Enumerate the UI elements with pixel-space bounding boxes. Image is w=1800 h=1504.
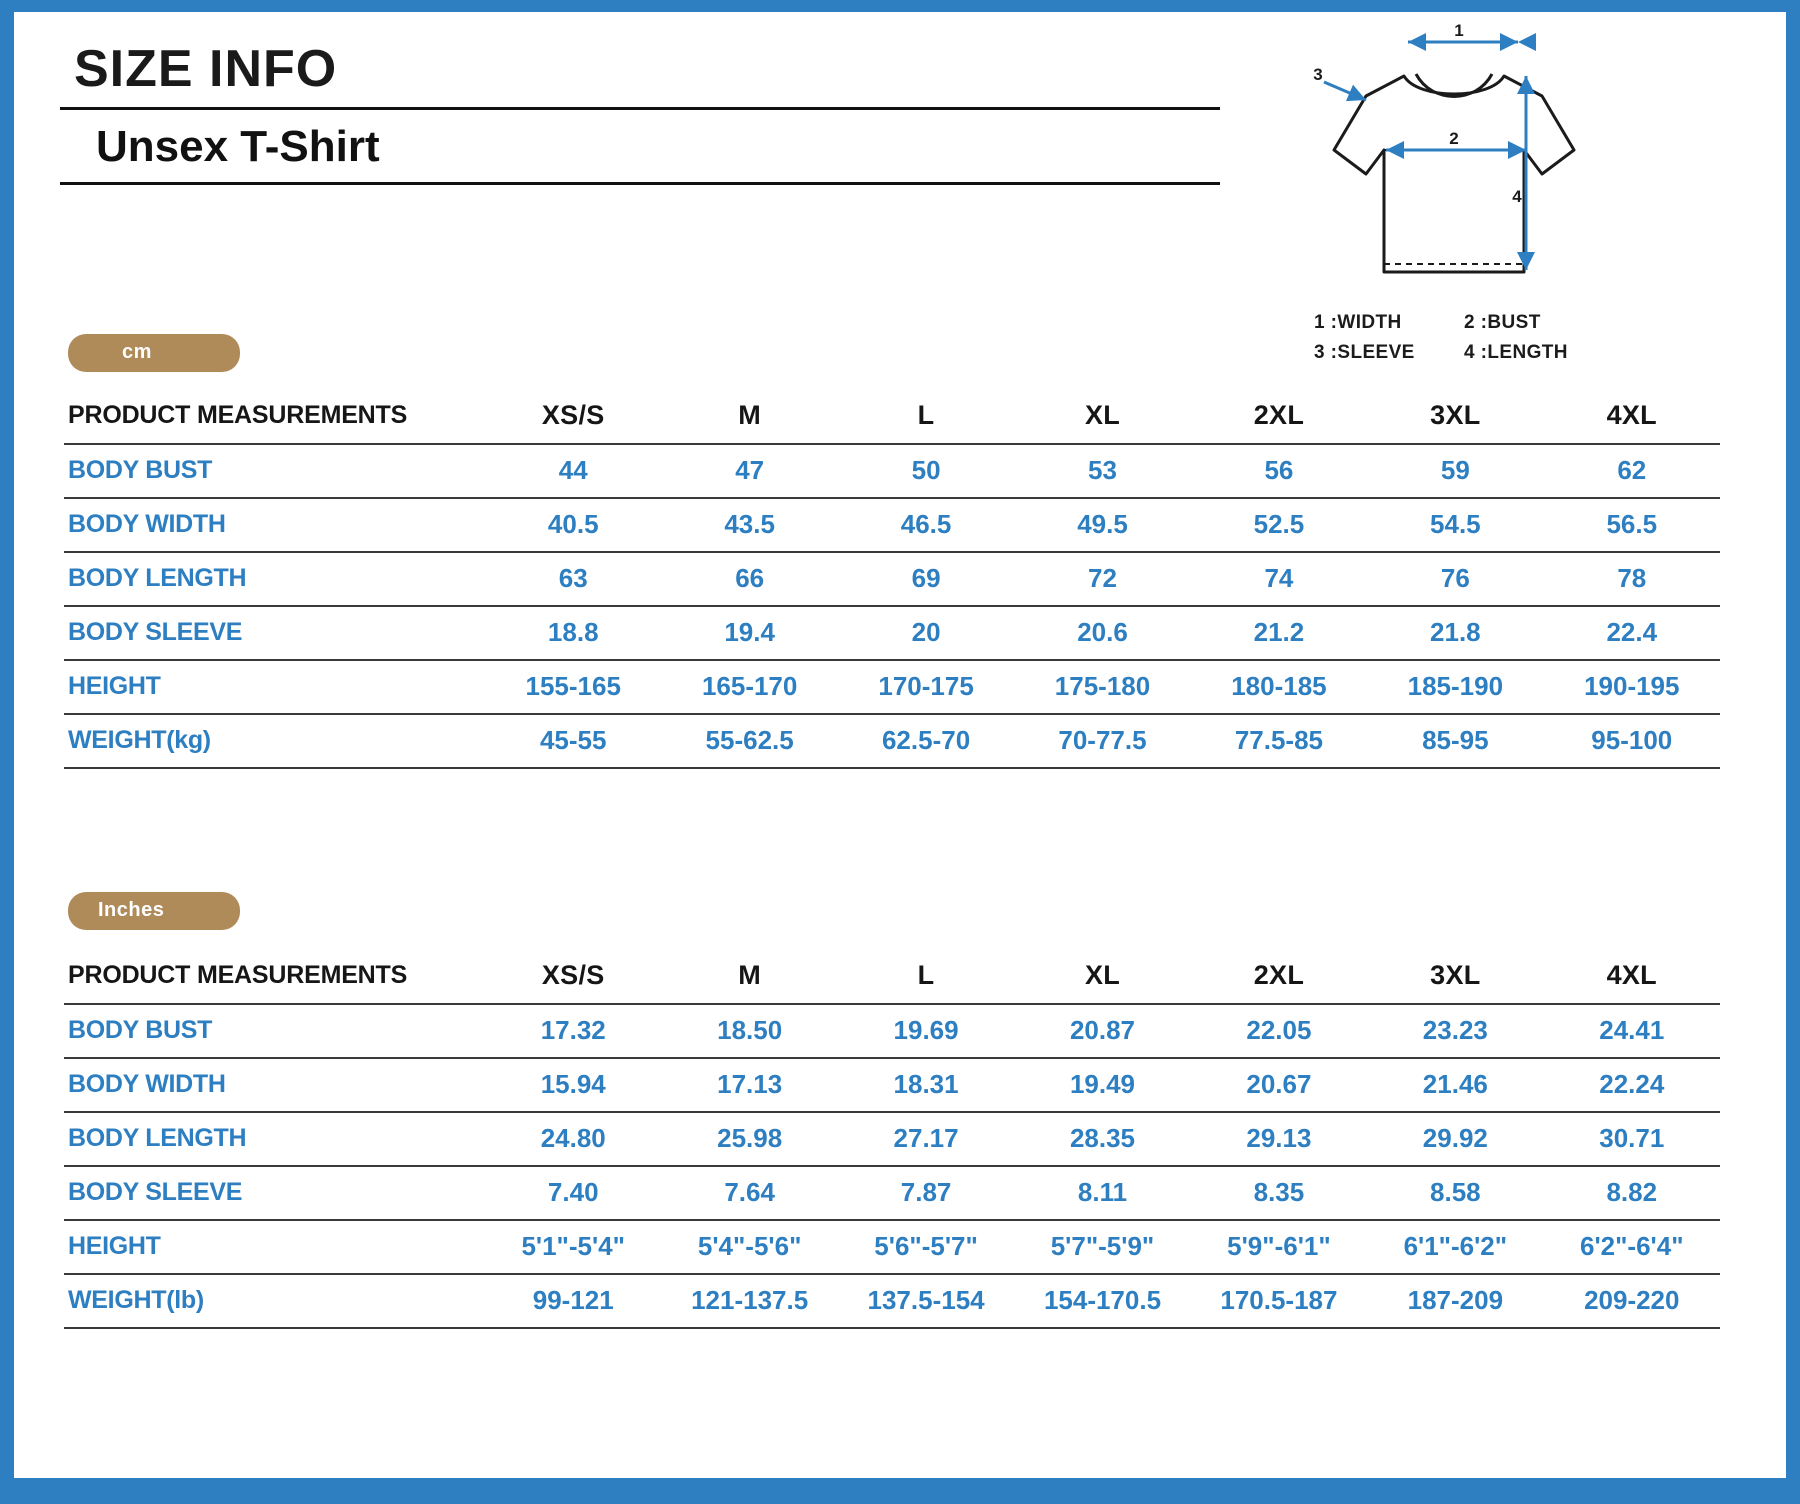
legend-item-length: 4 :LENGTH	[1464, 342, 1568, 363]
tshirt-diagram	[1304, 24, 1604, 324]
frame-bar-top	[0, 0, 1800, 12]
cell-value: 17.13	[661, 1058, 837, 1112]
frame-bar-right	[1786, 0, 1800, 1504]
cell-value: 18.8	[485, 606, 661, 660]
table-row	[64, 606, 1720, 660]
cell-value: 165-170	[661, 660, 837, 714]
row-label: WEIGHT(kg)	[64, 714, 485, 768]
cell-value: 5'1"-5'4"	[485, 1220, 661, 1274]
cell-value: 185-190	[1367, 660, 1543, 714]
cell-value: 19.4	[661, 606, 837, 660]
table-row	[64, 660, 1720, 714]
cell-value: 29.92	[1367, 1112, 1543, 1166]
cell-value: 24.41	[1544, 1004, 1720, 1058]
row-label: BODY SLEEVE	[64, 606, 485, 660]
table-row	[64, 714, 1720, 768]
table-row	[64, 1058, 1720, 1112]
cell-value: 5'7"-5'9"	[1014, 1220, 1190, 1274]
column-header-l: L	[838, 950, 1014, 1004]
cell-value: 8.58	[1367, 1166, 1543, 1220]
cell-value: 21.46	[1367, 1058, 1543, 1112]
cell-value: 5'4"-5'6"	[661, 1220, 837, 1274]
row-label: BODY WIDTH	[64, 1058, 485, 1112]
column-header-2xl: 2XL	[1191, 390, 1367, 444]
cell-value: 47	[661, 444, 837, 498]
header	[60, 42, 1220, 185]
cell-value: 85-95	[1367, 714, 1543, 768]
cell-value: 20.67	[1191, 1058, 1367, 1112]
cell-value: 6'2"-6'4"	[1544, 1220, 1720, 1274]
cell-value: 99-121	[485, 1274, 661, 1328]
cell-value: 170.5-187	[1191, 1274, 1367, 1328]
column-header-m: M	[661, 390, 837, 444]
cell-value: 55-62.5	[661, 714, 837, 768]
cell-value: 46.5	[838, 498, 1014, 552]
table-row	[64, 1220, 1720, 1274]
cell-value: 21.8	[1367, 606, 1543, 660]
cell-value: 5'6"-5'7"	[838, 1220, 1014, 1274]
cell-value: 44	[485, 444, 661, 498]
cell-value: 121-137.5	[661, 1274, 837, 1328]
cell-value: 40.5	[485, 498, 661, 552]
cell-value: 28.35	[1014, 1112, 1190, 1166]
cell-value: 52.5	[1191, 498, 1367, 552]
row-label: HEIGHT	[64, 660, 485, 714]
cell-value: 74	[1191, 552, 1367, 606]
cell-value: 170-175	[838, 660, 1014, 714]
table-row	[64, 1004, 1720, 1058]
cell-value: 7.64	[661, 1166, 837, 1220]
cell-value: 209-220	[1544, 1274, 1720, 1328]
legend-item-bust: 2 :BUST	[1464, 312, 1541, 333]
cell-value: 8.35	[1191, 1166, 1367, 1220]
cell-value: 8.11	[1014, 1166, 1190, 1220]
diagram-legend	[1314, 312, 1634, 372]
cell-value: 62	[1544, 444, 1720, 498]
cell-value: 23.23	[1367, 1004, 1543, 1058]
cell-value: 22.24	[1544, 1058, 1720, 1112]
column-header-measurements: PRODUCT MEASUREMENTS	[64, 390, 485, 444]
column-header-l: L	[838, 390, 1014, 444]
table-row	[64, 498, 1720, 552]
svg-text:3: 3	[1313, 65, 1323, 84]
cell-value: 154-170.5	[1014, 1274, 1190, 1328]
cell-value: 19.69	[838, 1004, 1014, 1058]
size-table-inches	[64, 950, 1720, 1329]
cell-value: 22.05	[1191, 1004, 1367, 1058]
page-title: SIZE INFO	[60, 42, 1220, 110]
cell-value: 155-165	[485, 660, 661, 714]
svg-text:4: 4	[1512, 187, 1522, 206]
column-header-xs-s: XS/S	[485, 950, 661, 1004]
legend-item-width: 1 :WIDTH	[1314, 312, 1402, 333]
cell-value: 59	[1367, 444, 1543, 498]
cell-value: 5'9"-6'1"	[1191, 1220, 1367, 1274]
unit-badge-cm: cm	[68, 334, 240, 372]
unit-badge-inches: Inches	[68, 892, 240, 930]
column-header-4xl: 4XL	[1544, 390, 1720, 444]
table-row	[64, 1112, 1720, 1166]
product-subtitle: Unsex T-Shirt	[60, 110, 1220, 185]
svg-text:1: 1	[1454, 24, 1464, 40]
frame-bar-bottom	[0, 1478, 1800, 1504]
cell-value: 29.13	[1191, 1112, 1367, 1166]
cell-value: 45-55	[485, 714, 661, 768]
cell-value: 56	[1191, 444, 1367, 498]
cell-value: 7.87	[838, 1166, 1014, 1220]
cell-value: 53	[1014, 444, 1190, 498]
column-header-m: M	[661, 950, 837, 1004]
column-header-xs-s: XS/S	[485, 390, 661, 444]
cell-value: 17.32	[485, 1004, 661, 1058]
cell-value: 49.5	[1014, 498, 1190, 552]
cell-value: 18.50	[661, 1004, 837, 1058]
column-header-3xl: 3XL	[1367, 950, 1543, 1004]
cell-value: 19.49	[1014, 1058, 1190, 1112]
cell-value: 8.82	[1544, 1166, 1720, 1220]
row-label: HEIGHT	[64, 1220, 485, 1274]
cell-value: 76	[1367, 552, 1543, 606]
column-header-xl: XL	[1014, 950, 1190, 1004]
cell-value: 54.5	[1367, 498, 1543, 552]
cell-value: 175-180	[1014, 660, 1190, 714]
cell-value: 70-77.5	[1014, 714, 1190, 768]
table-row	[64, 1166, 1720, 1220]
cell-value: 20	[838, 606, 1014, 660]
row-label: BODY SLEEVE	[64, 1166, 485, 1220]
cell-value: 137.5-154	[838, 1274, 1014, 1328]
frame-bar-left	[0, 0, 14, 1504]
cell-value: 21.2	[1191, 606, 1367, 660]
table-header-row	[64, 950, 1720, 1004]
cell-value: 62.5-70	[838, 714, 1014, 768]
cell-value: 77.5-85	[1191, 714, 1367, 768]
row-label: BODY BUST	[64, 444, 485, 498]
cell-value: 56.5	[1544, 498, 1720, 552]
cell-value: 22.4	[1544, 606, 1720, 660]
table-header-row	[64, 390, 1720, 444]
cell-value: 180-185	[1191, 660, 1367, 714]
row-label: WEIGHT(lb)	[64, 1274, 485, 1328]
column-header-2xl: 2XL	[1191, 950, 1367, 1004]
row-label: BODY BUST	[64, 1004, 485, 1058]
cell-value: 18.31	[838, 1058, 1014, 1112]
cell-value: 30.71	[1544, 1112, 1720, 1166]
table-row	[64, 1274, 1720, 1328]
cell-value: 6'1"-6'2"	[1367, 1220, 1543, 1274]
page-content	[14, 12, 1786, 1478]
cell-value: 7.40	[485, 1166, 661, 1220]
size-table-cm	[64, 390, 1720, 769]
cell-value: 25.98	[661, 1112, 837, 1166]
cell-value: 20.87	[1014, 1004, 1190, 1058]
row-label: BODY LENGTH	[64, 552, 485, 606]
cell-value: 190-195	[1544, 660, 1720, 714]
column-header-measurements: PRODUCT MEASUREMENTS	[64, 950, 485, 1004]
table-row	[64, 444, 1720, 498]
cell-value: 69	[838, 552, 1014, 606]
cell-value: 20.6	[1014, 606, 1190, 660]
cell-value: 24.80	[485, 1112, 661, 1166]
cell-value: 27.17	[838, 1112, 1014, 1166]
cell-value: 187-209	[1367, 1274, 1543, 1328]
row-label: BODY WIDTH	[64, 498, 485, 552]
cell-value: 15.94	[485, 1058, 661, 1112]
column-header-3xl: 3XL	[1367, 390, 1543, 444]
cell-value: 63	[485, 552, 661, 606]
cell-value: 43.5	[661, 498, 837, 552]
cell-value: 95-100	[1544, 714, 1720, 768]
cell-value: 78	[1544, 552, 1720, 606]
legend-item-sleeve: 3 :SLEEVE	[1314, 342, 1415, 363]
cell-value: 50	[838, 444, 1014, 498]
column-header-xl: XL	[1014, 390, 1190, 444]
table-row	[64, 552, 1720, 606]
row-label: BODY LENGTH	[64, 1112, 485, 1166]
cell-value: 66	[661, 552, 837, 606]
column-header-4xl: 4XL	[1544, 950, 1720, 1004]
svg-text:2: 2	[1449, 129, 1459, 148]
cell-value: 72	[1014, 552, 1190, 606]
